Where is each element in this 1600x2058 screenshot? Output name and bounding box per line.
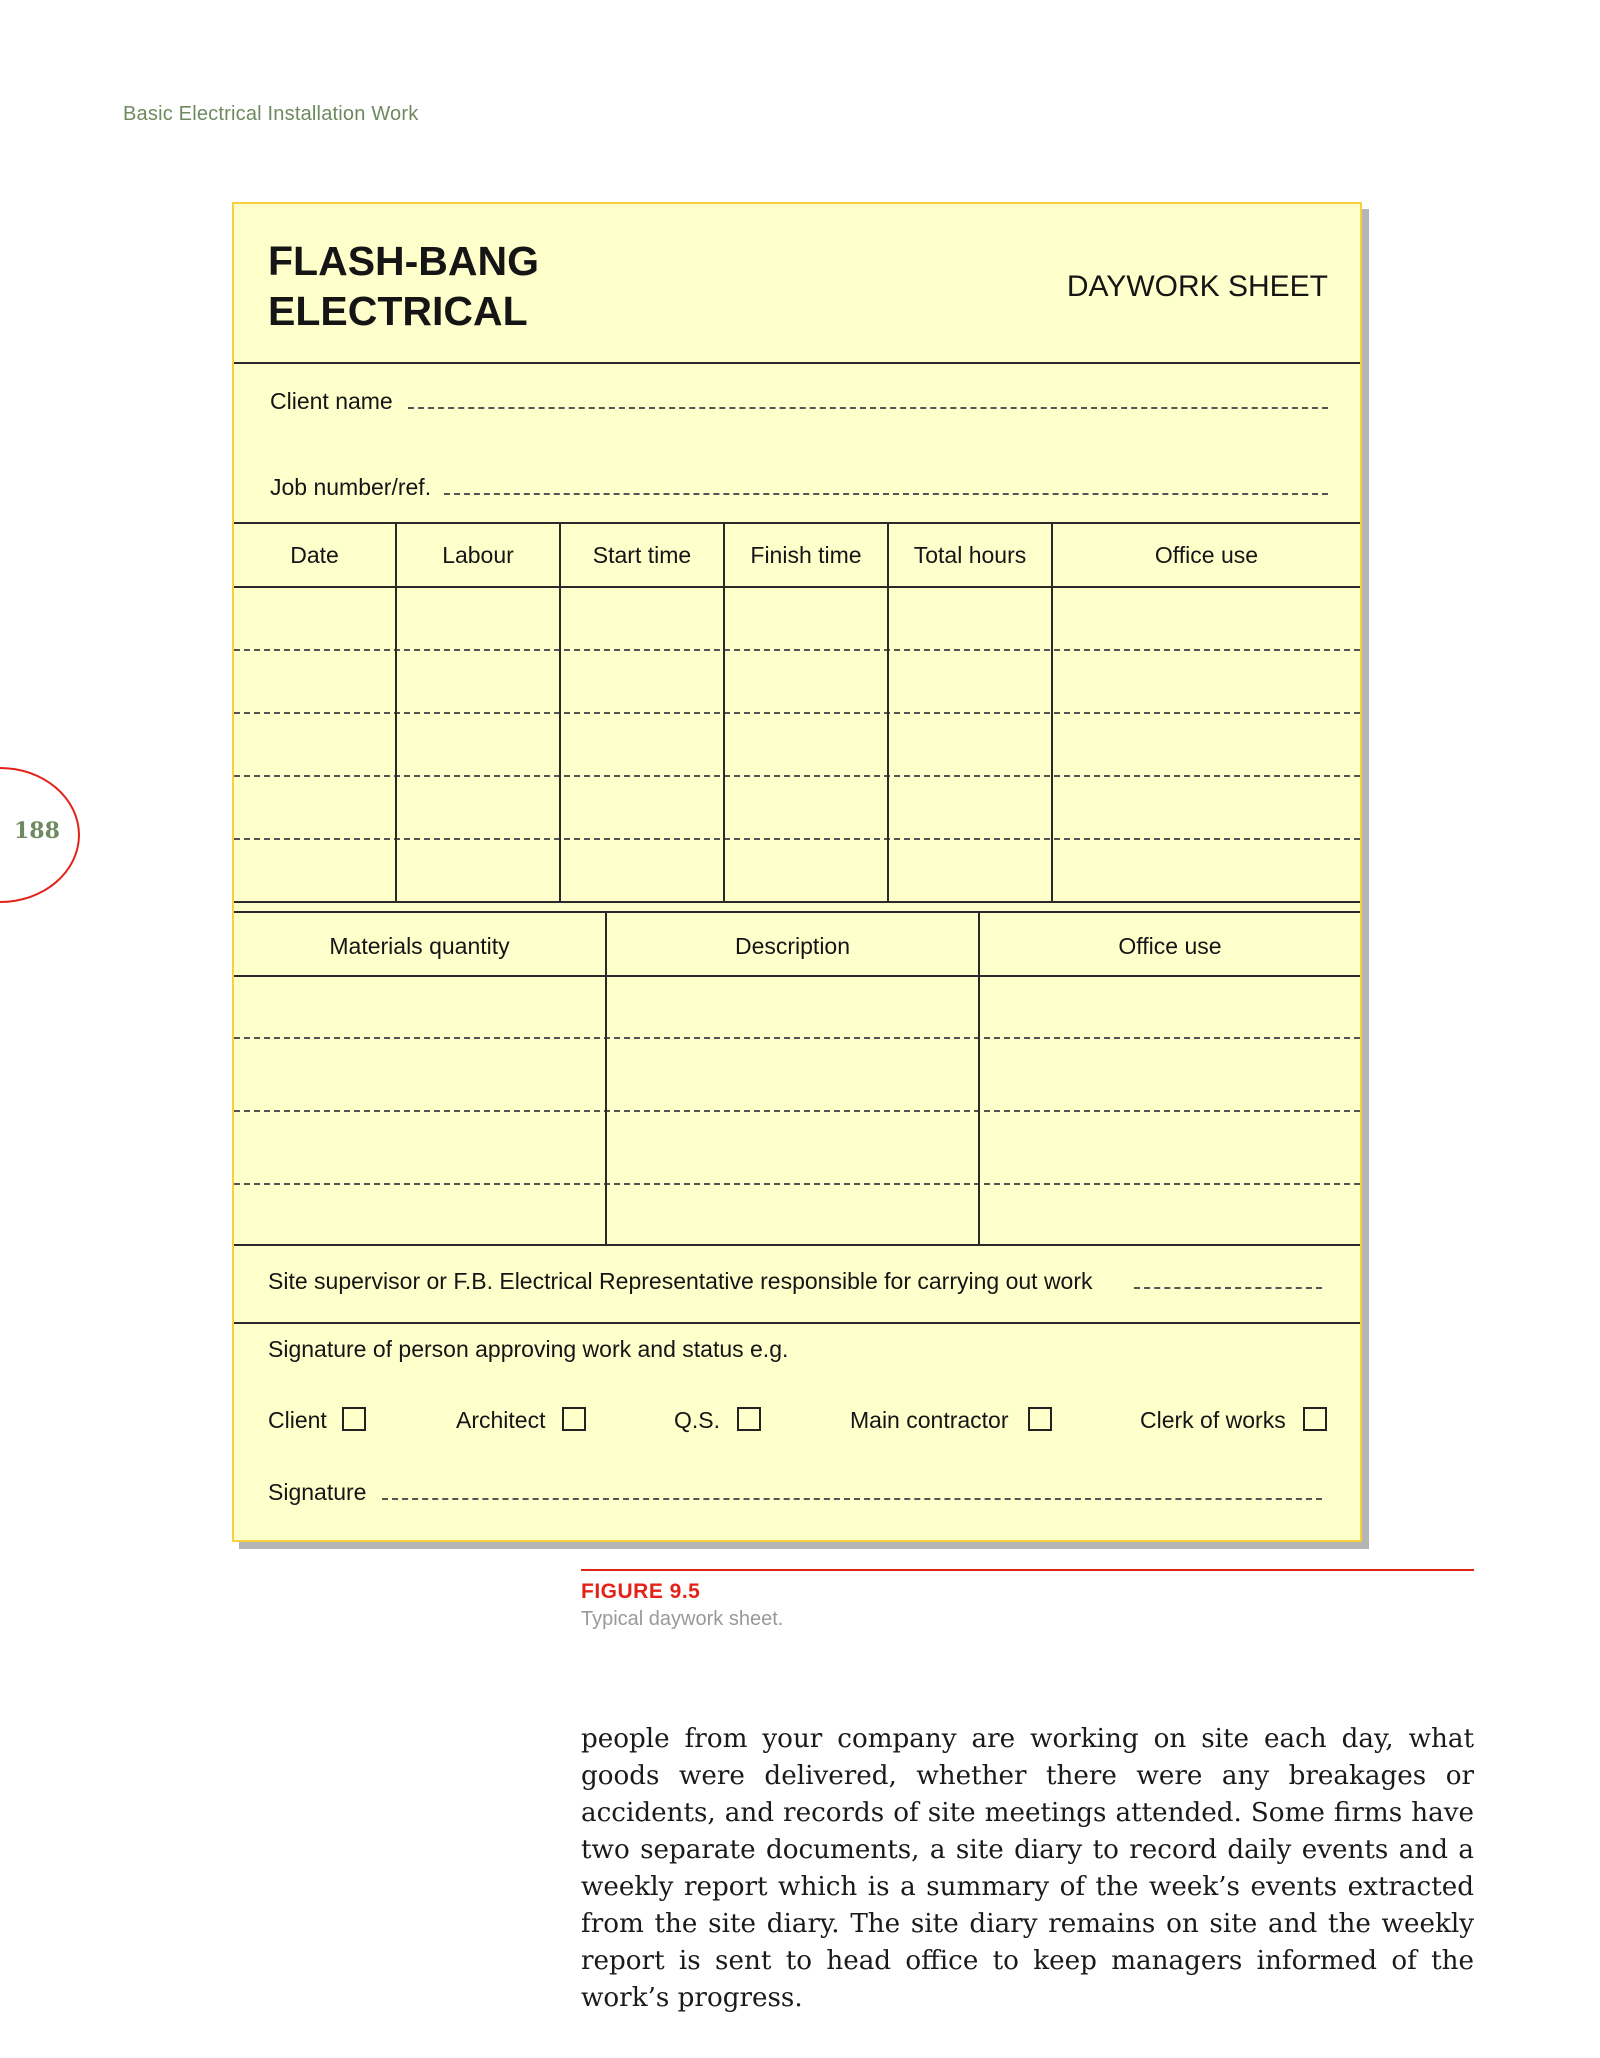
col-header-office-use: Office use: [1154, 542, 1259, 568]
labour-row-divider: [234, 712, 1360, 714]
job-number-label: Job number/ref.: [270, 474, 432, 500]
labour-row-divider: [234, 649, 1360, 651]
labour-row-divider: [234, 775, 1360, 777]
page-number: 188: [14, 818, 60, 844]
company-name-line1: FLASH-BANG: [268, 238, 540, 284]
sheet-title: DAYWORK SHEET: [1066, 270, 1328, 303]
labour-row-divider: [234, 838, 1360, 840]
status-architect-checkbox[interactable]: [562, 1407, 586, 1431]
supervisor-divider: [234, 1322, 1360, 1324]
caption-rule: [581, 1569, 1474, 1571]
labour-header-bottom: [234, 586, 1360, 588]
col-header-materials-quantity: Materials quantity: [329, 933, 510, 959]
status-clerk-of-works-checkbox[interactable]: [1303, 1407, 1327, 1431]
materials-row-divider: [234, 1183, 1360, 1185]
materials-header-bottom: [234, 975, 1360, 977]
signature-field[interactable]: [382, 1498, 1322, 1500]
running-head: Basic Electrical Installation Work: [123, 103, 419, 125]
approval-label: Signature of person approving work and status e.g.: [268, 1336, 789, 1362]
daywork-sheet-form: [232, 202, 1362, 1542]
status-client-checkbox[interactable]: [342, 1407, 366, 1431]
status-qs-label: Q.S.: [674, 1407, 721, 1433]
labour-table-top: [234, 522, 1360, 524]
figure-caption: Typical daywork sheet.: [581, 1608, 784, 1630]
labour-col-divider: [1051, 522, 1053, 903]
labour-col-divider: [559, 522, 561, 903]
client-name-label: Client name: [270, 388, 393, 414]
col-header-total-hours: Total hours: [913, 542, 1027, 568]
col-header-labour: Labour: [442, 542, 514, 568]
status-client-label: Client: [268, 1407, 327, 1433]
col-header-date: Date: [290, 542, 339, 568]
body-paragraph: people from your company are working on site each day, what goods were delivered, whether there were any breakages or accidents, and records of site meetings attended. Some firms have two separate documents, a site diary to record daily events and a weekly report which is a summary of the week’s events extracted from the site diary. The site diary remains on site and the weekly report is sent to head office to keep managers informed of the work’s progress.: [581, 1724, 1474, 2013]
col-header-finish-time: Finish time: [750, 542, 862, 568]
client-name-field[interactable]: [408, 407, 1328, 409]
supervisor-field[interactable]: [1134, 1287, 1322, 1289]
materials-row-divider: [234, 1037, 1360, 1039]
materials-table-bottom: [234, 1244, 1360, 1246]
status-architect-label: Architect: [456, 1407, 546, 1433]
materials-table-top: [234, 911, 1360, 913]
company-name-line2: ELECTRICAL: [268, 288, 528, 334]
materials-row-divider: [234, 1110, 1360, 1112]
col-header-start-time: Start time: [592, 542, 692, 568]
labour-table-bottom: [234, 901, 1360, 903]
col-header-description: Description: [734, 933, 851, 959]
col-header-materials-office-use: Office use: [1118, 933, 1222, 959]
materials-col-divider: [978, 911, 980, 1246]
materials-col-divider: [605, 911, 607, 1246]
labour-col-divider: [887, 522, 889, 903]
job-number-field[interactable]: [444, 493, 1328, 495]
status-main-contractor-checkbox[interactable]: [1028, 1407, 1052, 1431]
labour-col-divider: [395, 522, 397, 903]
company-name: [268, 236, 539, 336]
labour-col-divider: [723, 522, 725, 903]
status-qs-checkbox[interactable]: [737, 1407, 761, 1431]
header-divider: [234, 362, 1360, 364]
signature-label: Signature: [268, 1479, 367, 1505]
supervisor-label: Site supervisor or F.B. Electrical Representative responsible for carrying out work: [268, 1268, 1093, 1294]
status-main-contractor-label: Main contractor: [850, 1407, 1009, 1433]
status-clerk-of-works-label: Clerk of works: [1140, 1407, 1286, 1433]
figure-label: FIGURE 9.5: [581, 1580, 701, 1603]
